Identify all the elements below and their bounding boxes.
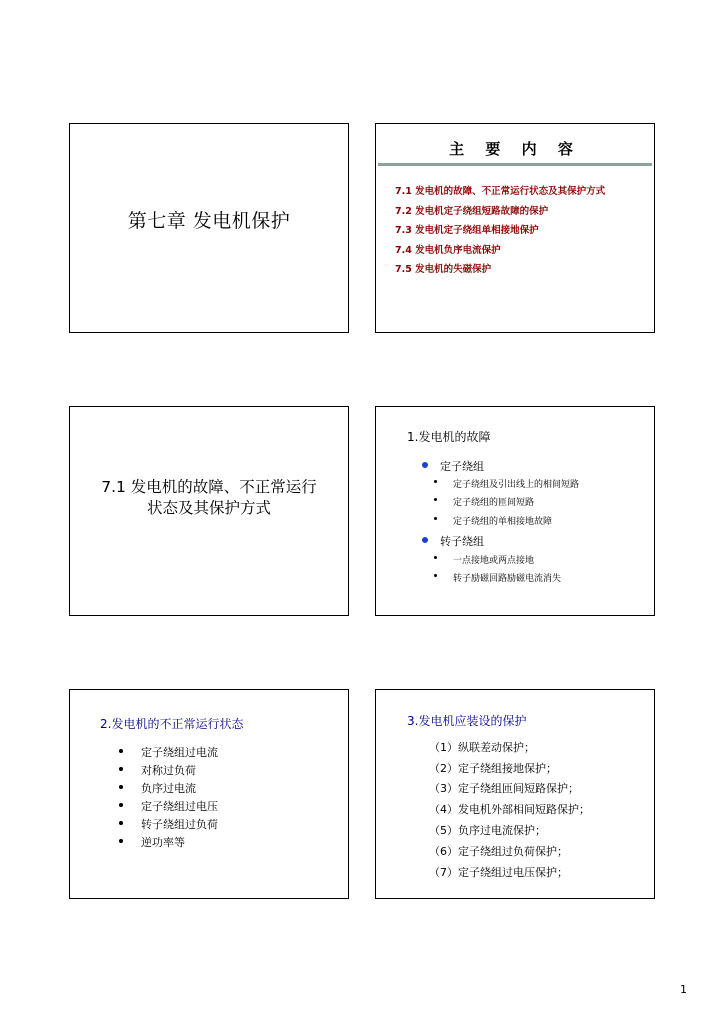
sub-bullet-item (453, 514, 552, 527)
bullet-group-stator (440, 458, 484, 474)
contents-item: 7.5 发电机的失磁保护 (395, 264, 492, 275)
slide-heading: 1.发电机的故障 (407, 430, 491, 444)
section-title-line1: 7.1 发电机的故障、不正常运行 (101, 478, 317, 496)
sub-bullet-item (453, 571, 561, 584)
bullet-icon (434, 498, 437, 501)
sub-bullet-item (453, 495, 534, 508)
bullet-icon (422, 537, 428, 543)
bullet-icon (119, 749, 123, 753)
sub-bullet-text: 定子绕组的匝间短路 (453, 498, 535, 508)
contents-title: 主 要 内 容 (449, 140, 581, 158)
sub-bullet-text: 定子绕组的单相接地故障 (453, 517, 553, 527)
bullet-icon (119, 767, 123, 771)
group-label: 定子绕组 (440, 460, 484, 473)
list-item-text: 逆功率等 (141, 836, 185, 849)
list-item (141, 798, 218, 814)
list-item: （1）纵联差动保护； (429, 741, 535, 754)
sub-bullet-text: 一点接地或两点接地 (453, 556, 535, 566)
page-number: 1 (680, 983, 687, 996)
contents-list (395, 186, 605, 284)
section-title (70, 477, 348, 519)
slide-generator-faults (375, 406, 655, 616)
slide-section-title (69, 406, 349, 616)
list-item-text: 转子绕组过负荷 (141, 818, 218, 831)
contents-item: 7.3 发电机定子绕组单相接地保护 (395, 225, 539, 236)
list-item-text: 对称过负荷 (141, 764, 196, 777)
list-item: （5）负序过电流保护； (429, 824, 546, 837)
list-item (141, 816, 218, 832)
title-divider (378, 163, 652, 166)
sub-bullet-text: 定子绕组及引出线上的相间短路 (453, 480, 580, 490)
list-item: （4）发电机外部相间短路保护； (429, 803, 590, 816)
bullet-icon (119, 839, 123, 843)
bullet-icon (434, 574, 437, 577)
contents-item: 7.1 发电机的故障、不正常运行状态及其保护方式 (395, 186, 606, 197)
sub-bullet-item (453, 477, 579, 490)
contents-item: 7.2 发电机定子绕组短路故障的保护 (395, 205, 549, 217)
section-title-line2: 状态及其保护方式 (146, 499, 271, 517)
bullet-icon (119, 821, 123, 825)
list-item (141, 762, 196, 778)
bullet-icon (434, 556, 437, 559)
bullet-icon (434, 517, 437, 520)
slide-contents (375, 123, 655, 333)
bullet-icon (422, 462, 428, 468)
list-item: （6）定子绕组过负荷保护； (429, 845, 568, 858)
list-item-text: 负序过电流 (141, 782, 196, 795)
list-item-text: 定子绕组过电压 (141, 800, 218, 813)
bullet-icon (119, 785, 123, 789)
list-item (141, 834, 185, 850)
slide-required-protections (375, 689, 655, 899)
group-label: 转子绕组 (440, 535, 484, 548)
chapter-title: 第七章 发电机保护 (127, 210, 291, 232)
list-item: （2）定子绕组接地保护； (429, 762, 557, 775)
list-item-text: 定子绕组过电流 (141, 746, 218, 759)
bullet-icon (434, 480, 437, 483)
bullet-icon (119, 803, 123, 807)
slide-heading: 3.发电机应装设的保护 (407, 714, 527, 728)
list-item (141, 744, 218, 760)
list-item (141, 780, 196, 796)
slide-heading: 2.发电机的不正常运行状态 (100, 717, 244, 731)
list-item: （3）定子绕组匝间短路保护； (429, 782, 579, 795)
contents-item: 7.4 发电机负序电流保护 (395, 244, 501, 256)
bullet-group-rotor (440, 533, 484, 549)
slide-abnormal-states (69, 689, 349, 899)
sub-bullet-item (453, 553, 534, 566)
slide-chapter-title (69, 123, 349, 333)
list-item: （7）定子绕组过电压保护； (429, 866, 568, 879)
sub-bullet-text: 转子励磁回路励磁电流消失 (453, 574, 562, 584)
